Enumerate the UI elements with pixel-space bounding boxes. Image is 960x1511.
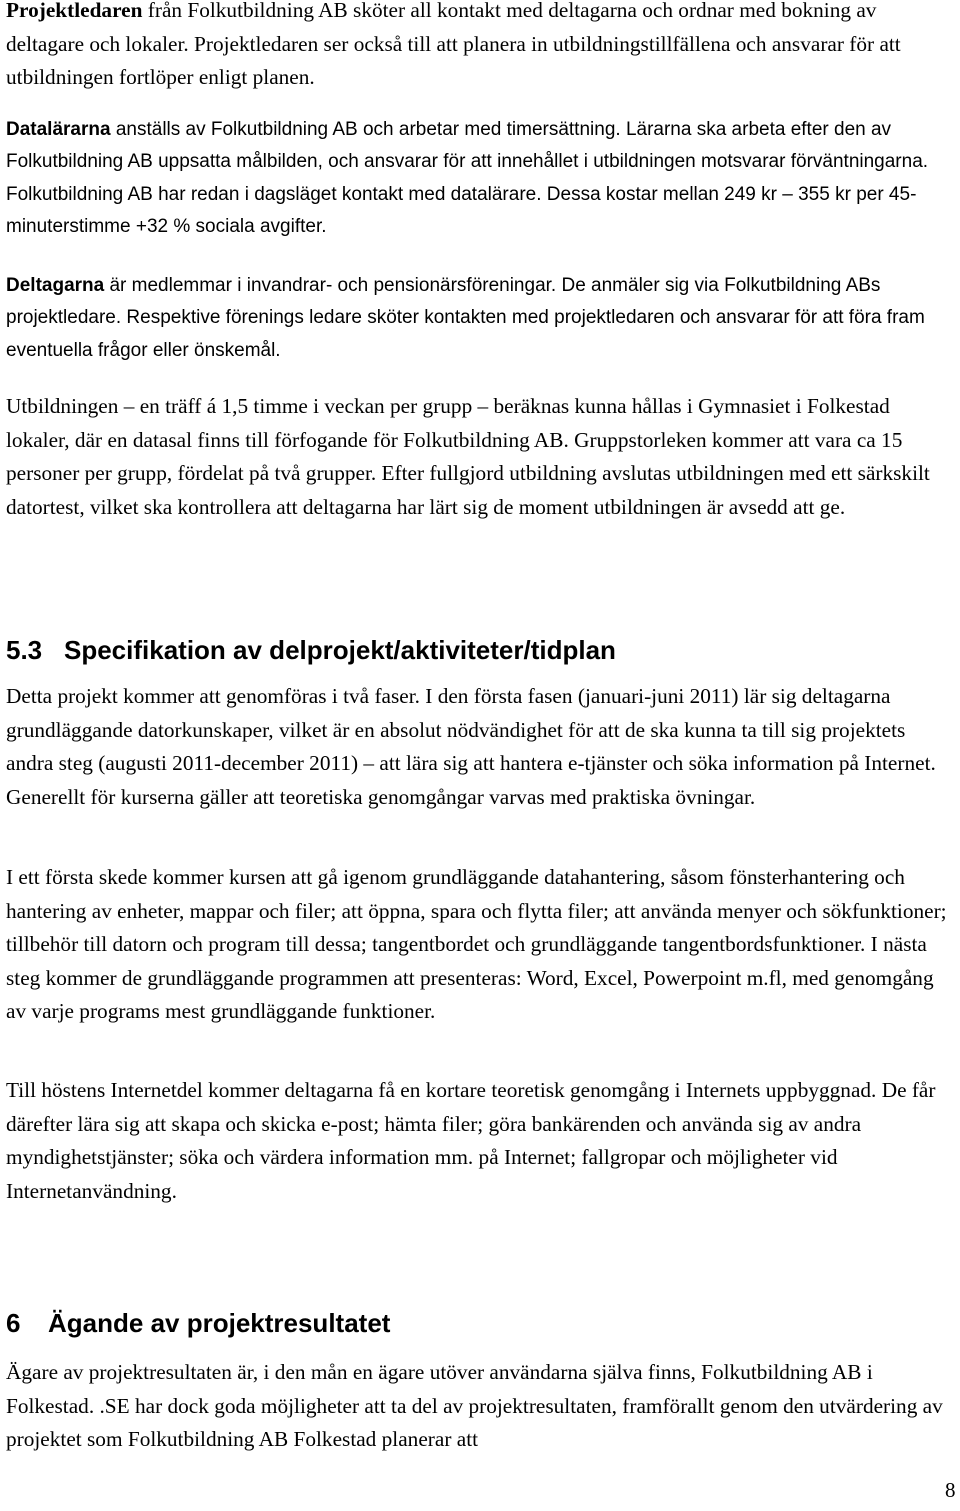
term-deltagarna: Deltagarna [6,275,105,296]
paragraph-utbildningen: Utbildningen – en träff á 1,5 timme i veckan per grupp – beräknas kunna hållas i Gymnasiet i Folkestad lokaler, där en datasal finns till förfogande för Folkutbildning AB. Gruppstorleken kommer att vara ca 15 personer per grupp, fördelat på två grupper. Efter fullgjord utbildning avslutas utbildningen med ett särkskilt datortest, vilket ska kontrollera att deltagarna har lärt sig de moment utbildningen är avsedd att ge. [6,394,930,519]
term-datalararna: Datalärarna [6,119,111,140]
paragraph-internetdel: Till höstens Internetdel kommer deltagarna få en kortare teoretisk genomgång i Internets uppbyggnad. De får därefter lära sig att skapa och skicka e-post; hämta filer; göra bankärenden och använda sig av andra myndighetstjänster; söka och värdera information mm. på Internet; fallgropar och möjligheter vid Internetanvändning. [6,1078,936,1203]
paragraph-faser: Detta projekt kommer att genomföras i två faser. I den första fasen (januari-juni 2011) lär sig deltagarna grundläggande datorkunskaper, vilket är en absolut nödvändighet för att de ska kunna ta till sig projektets andra steg (augusti 2011-december 2011) – att lära sig att hantera e-tjänster och söka information på Internet. Generellt för kurserna gäller att teoretiska genomgångar varvas med praktiska övningar. [6,684,936,809]
paragraph-text: från Folkutbildning AB sköter all kontakt med deltagarna och ordnar med bokning av deltagare och lokaler. Projektledaren ser också till att planera in utbildningstillfällena och ansvarar för att utbildningen fortlöper enligt planen. [6,0,901,90]
term-projektledaren: Projektledaren [6,0,143,22]
section-heading-6 [6,1305,390,1341]
section-heading-5-3 [6,632,616,668]
paragraph-projektledaren [0,0,960,95]
page-number: 8 [945,1478,956,1502]
paragraph-text: anställs av Folkutbildning AB och arbetar med timersättning. Lärarna ska arbeta efter den av Folkutbildning AB uppsatta målbilden, och ansvarar för att innehållet i utbildningen motsvarar förväntningarna. Folkutbildning AB har redan i dagsläget kontakt med datalärare. Dessa kostar mellan 249 kr – 355 kr per 45-minuterstimme +32 % sociala avgifter. [6,119,929,238]
section-number: 5.3 [6,635,43,665]
section-title: Ägande av projektresultatet [48,1308,391,1338]
paragraph-forsta-skede: I ett första skede kommer kursen att gå igenom grundläggande datahantering, såsom fönsterhantering och hantering av enheter, mappar och filer; att öppna, spara och flytta filer; att använda menyer och sökfunktioner; tillbehör till datorn och program till dessa; tangentbordet och grundläggande tangentbordsfunktioner. I nästa steg kommer de grundläggande programmen att presenteras: Word, Excel, Powerpoint m.fl, med genomgång av varje programs mest grundläggande funktioner. [6,865,947,1024]
paragraph-datalararna [0,114,960,244]
paragraph-agande: Ägare av projektresultaten är, i den mån en ägare utöver användarna själva finns, Folkutbildning AB i Folkestad. .SE har dock goda möjligheter att ta del av projektresultaten, framförallt genom den utvärdering av projektet som Folkutbildning AB Folkestad planerar att [6,1360,943,1452]
section-title: Specifikation av delprojekt/aktiviteter/tidplan [64,635,616,665]
section-number: 6 [6,1308,21,1338]
paragraph-deltagarna [0,270,960,367]
paragraph-text: är medlemmar i invandrar- och pensionärsföreningar. De anmäler sig via Folkutbildning ABs projektledare. Respektive förenings ledare sköter kontakten med projektledaren och ansvarar för att föra fram eventuella frågor eller önskemål. [6,275,925,361]
